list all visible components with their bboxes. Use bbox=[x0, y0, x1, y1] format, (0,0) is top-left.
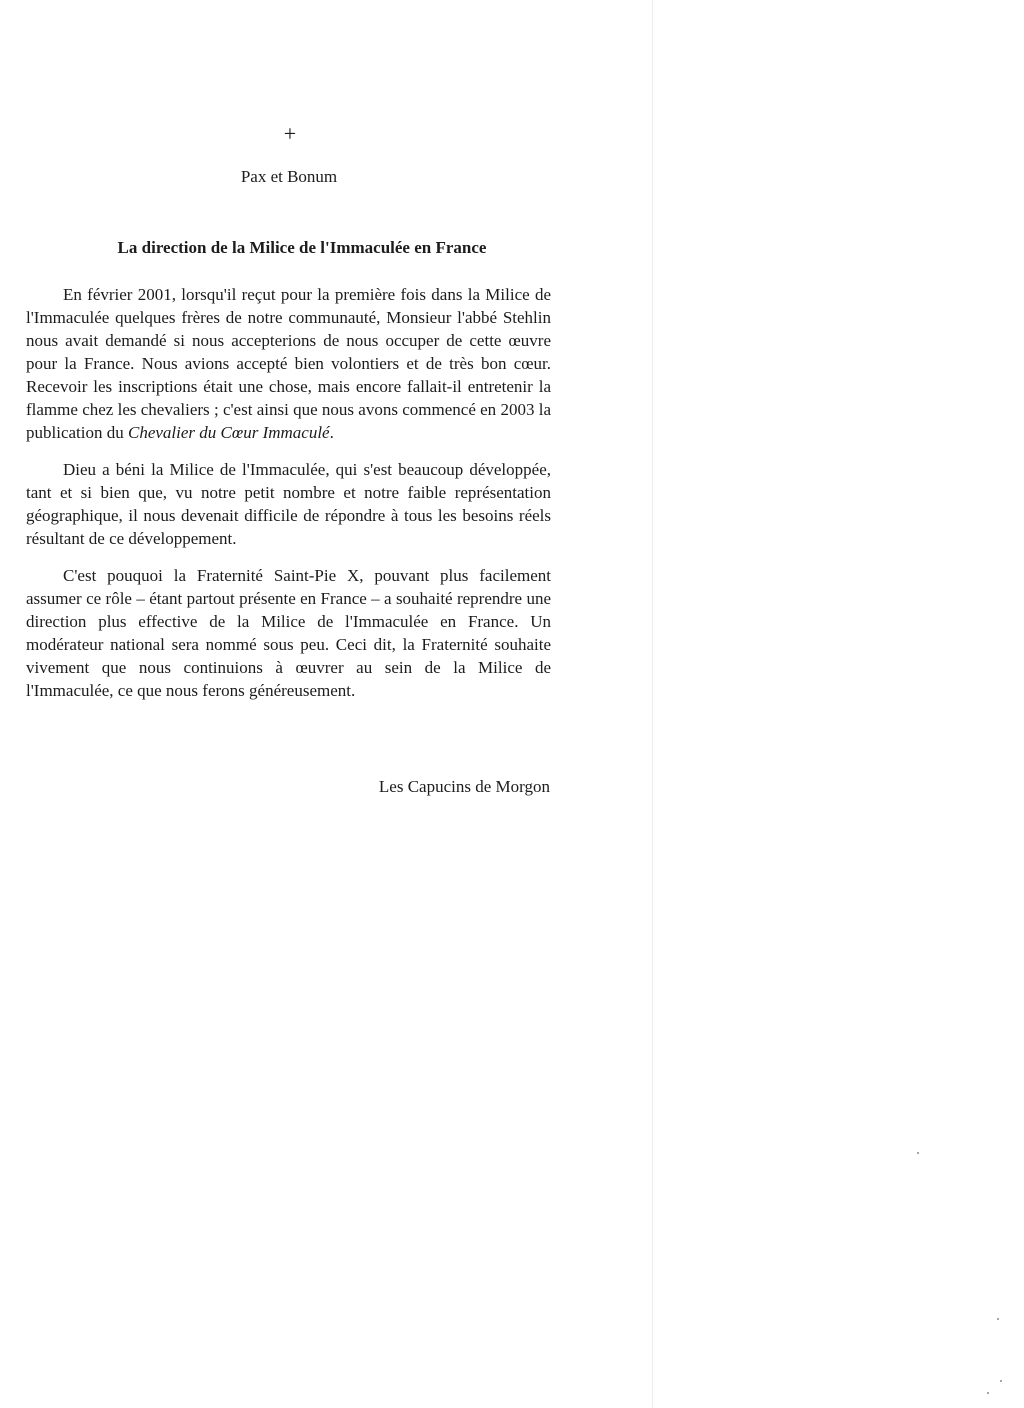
scan-speck bbox=[1000, 1380, 1002, 1382]
page-fold-line bbox=[652, 0, 653, 1408]
scan-speck bbox=[987, 1392, 989, 1394]
salutation: Pax et Bonum bbox=[240, 167, 338, 186]
scan-speck bbox=[917, 1152, 919, 1154]
cross-symbol: + bbox=[283, 121, 297, 146]
signature: Les Capucins de Morgon bbox=[378, 777, 550, 796]
document-title: La direction de la Milice de l'Immaculée en France bbox=[117, 238, 487, 257]
paragraph-3: C'est pouquoi la Fraternité Saint-Pie X, pouvant plus facilement assumer ce rôle – étant partout présente en France – a souhaité reprendre une direction plus effective de la Milice de l'Immaculée en France. Un modérateur national sera nommé sous peu. Ceci dit, la Fraternité souhaite vivement que nous continuions à œuvrer au sein de la Milice de l'Immaculée, ce que nous ferons généreusement. bbox=[26, 566, 551, 700]
scan-speck bbox=[997, 1318, 999, 1320]
paragraph-1-end: . bbox=[329, 423, 334, 442]
publication-title: Chevalier du Cœur Immaculé bbox=[127, 423, 330, 442]
paragraph-1 bbox=[26, 283, 551, 444]
letter-body bbox=[26, 283, 551, 716]
paragraph-1-text: En février 2001, lorsqu'il reçut pour la première fois dans la Milice de l'Immaculée quelques frères de notre communauté, Monsieur l'abbé Stehlin nous avait demandé si nous accepterions de nous occuper de cette œuvre pour la France. Nous avions accepté bien volontiers et de très bon cœur. Recevoir les inscriptions était une chose, mais encore fallait-il entretenir la flamme chez les chevaliers ; c'est ainsi que nous avons commencé en 2003 la publication du bbox=[26, 285, 551, 442]
paragraph-2: Dieu a béni la Milice de l'Immaculée, qui s'est beaucoup développée, tant et si bien que, vu notre petit nombre et notre faible représentation géographique, il nous devenait difficile de répondre à tous les besoins réels résultant de ce développement. bbox=[26, 460, 551, 548]
